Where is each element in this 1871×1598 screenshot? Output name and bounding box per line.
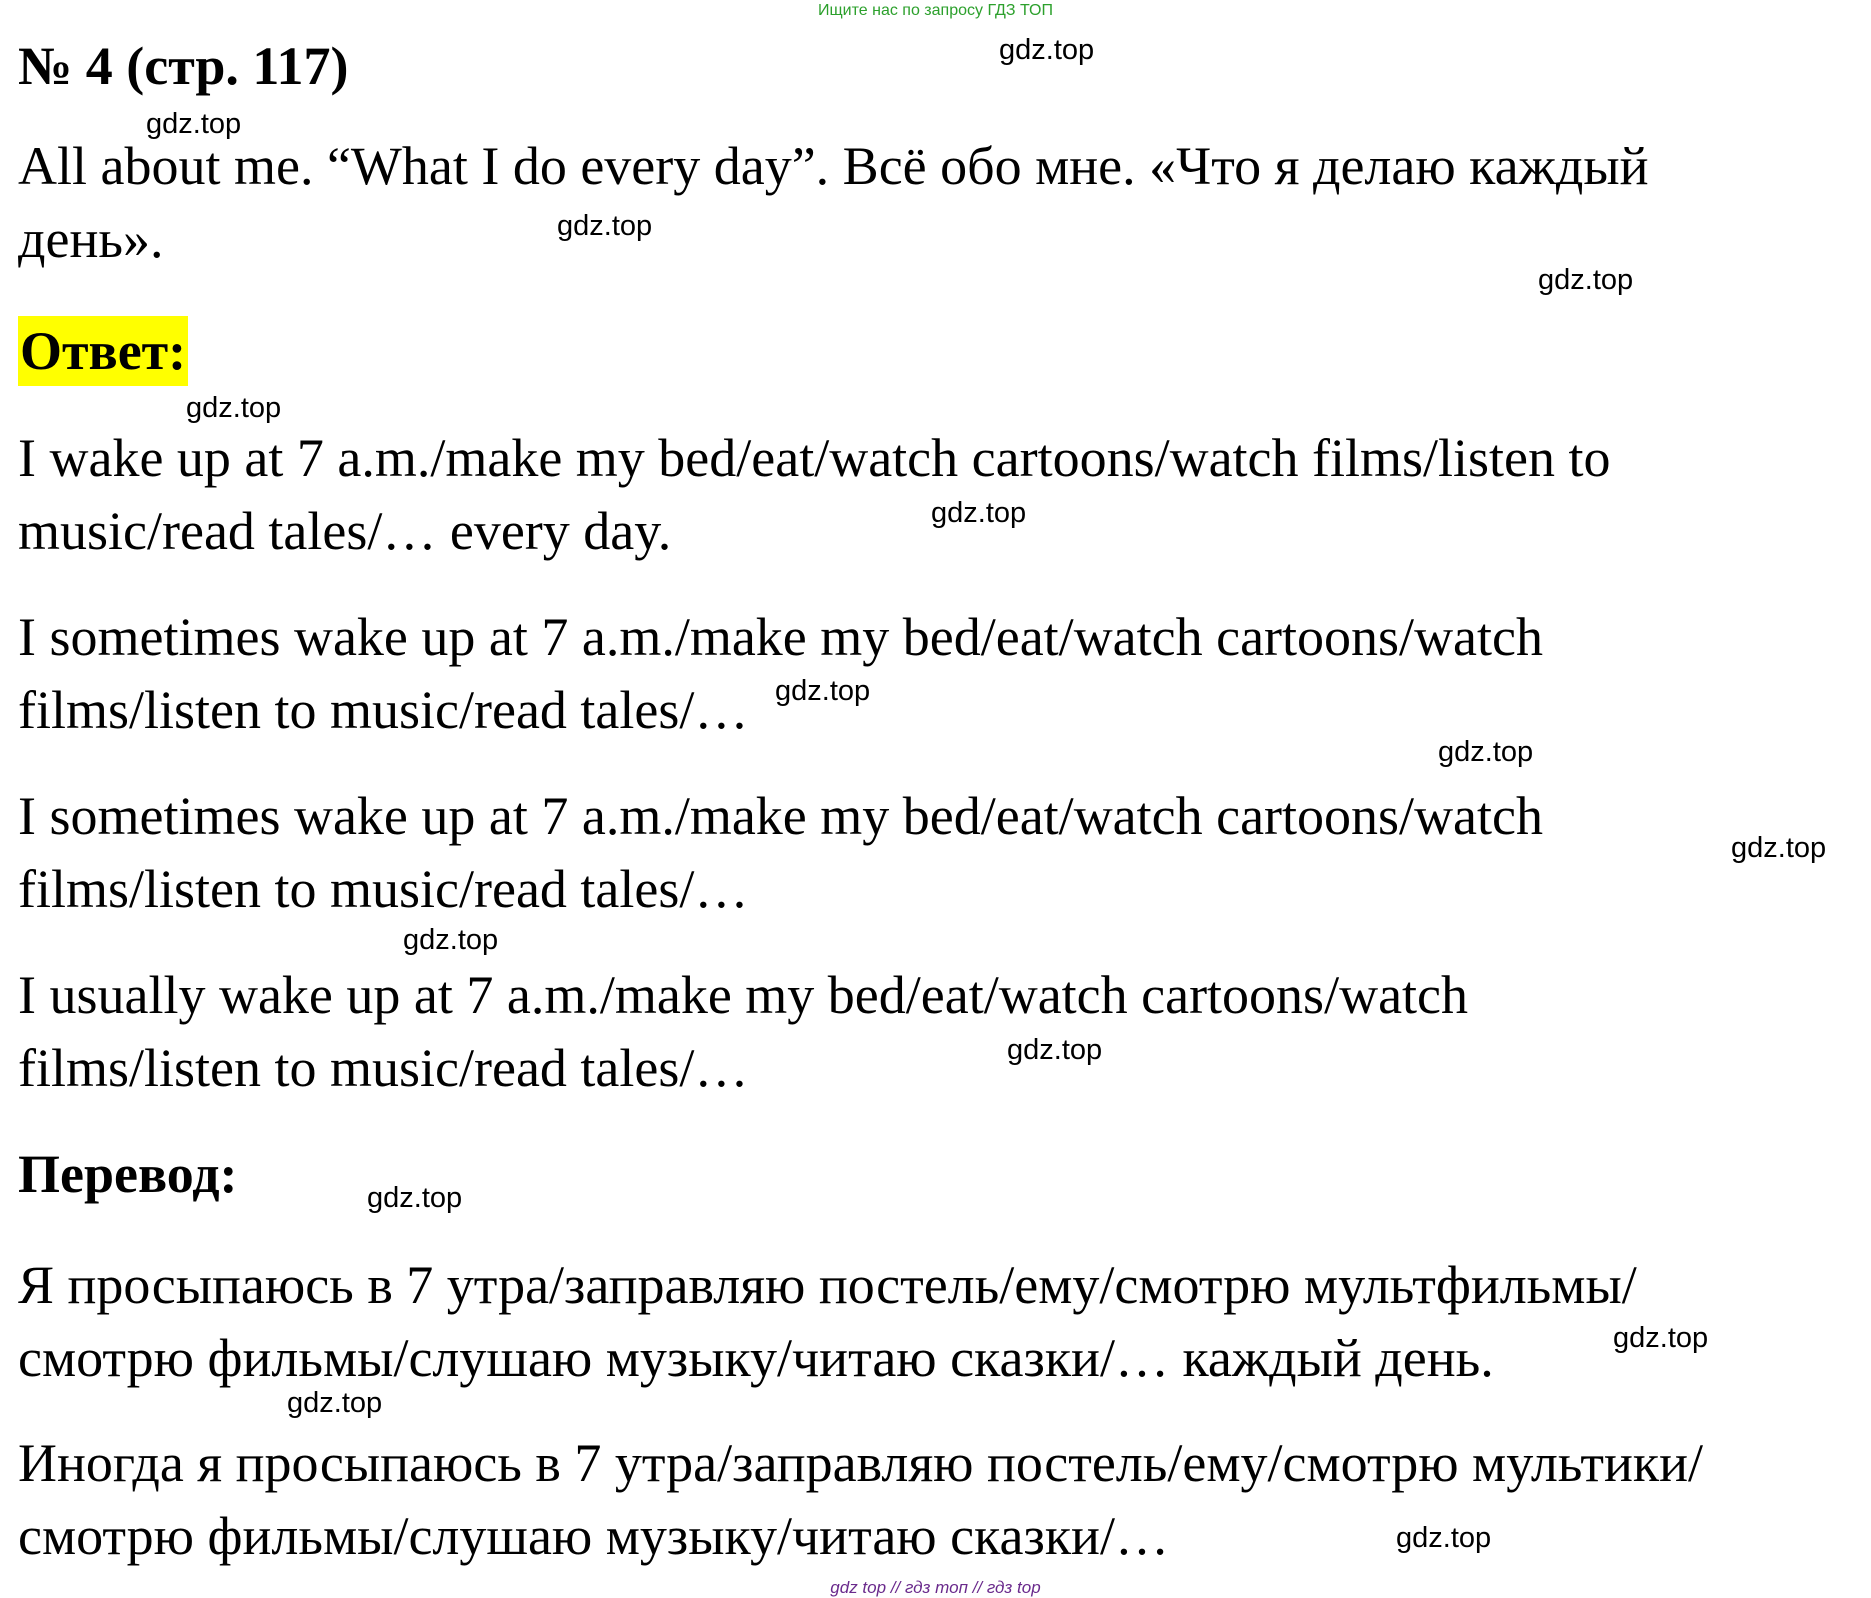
translation-line: смотрю фильмы/слушаю музыку/читаю сказки/… [18,1506,1169,1566]
answer-label: Ответ: [18,316,188,386]
watermark: gdz.top [931,497,1027,529]
translation-label: Перевод: [18,1144,238,1204]
watermark: gdz.top [287,1387,383,1419]
page-title: № 4 (стр. 117) [18,36,349,96]
watermark: gdz.top [1007,1034,1103,1066]
task-line-2: день». [18,209,164,269]
answer-line: I wake up at 7 a.m./make my bed/eat/watch cartoons/watch films/listen to [18,428,1611,488]
task-text [18,130,1649,276]
translation-line: Иногда я просыпаюсь в 7 утра/заправляю постель/ему/смотрю мультики/ [18,1433,1703,1493]
answer-item-2 [18,601,1543,747]
watermark: gdz.top [403,924,499,956]
answer-item-4 [18,959,1468,1105]
answer-item-1 [18,422,1611,568]
watermark: gdz.top [557,210,653,242]
task-line-1: All about me. “What I do every day”. Всё обо мне. «Что я делаю каждый [18,136,1649,196]
watermark: gdz.top [1613,1322,1709,1354]
answer-line: films/listen to music/read tales/… [18,1038,749,1098]
answer-line: I sometimes wake up at 7 a.m./make my bed/eat/watch cartoons/watch [18,607,1543,667]
watermark: gdz.top [1396,1522,1492,1554]
answer-line: I usually wake up at 7 a.m./make my bed/eat/watch cartoons/watch [18,965,1469,1025]
watermark: gdz.top [186,392,282,424]
watermark: gdz.top [367,1182,463,1214]
answer-line: music/read tales/… every day. [18,501,672,561]
translation-line: смотрю фильмы/слушаю музыку/читаю сказки/… каждый день. [18,1328,1494,1388]
bottom-banner: gdz top // гдз топ // гдз top [830,1578,1041,1597]
translation-item-1 [18,1249,1637,1395]
watermark: gdz.top [999,34,1095,66]
watermark: gdz.top [775,675,871,707]
answer-line: films/listen to music/read tales/… [18,859,749,919]
watermark: gdz.top [1731,832,1827,864]
watermark: gdz.top [1538,264,1634,296]
answer-line: films/listen to music/read tales/… [18,680,749,740]
watermark: gdz.top [1438,736,1534,768]
translation-line: Я просыпаюсь в 7 утра/заправляю постель/ему/смотрю мультфильмы/ [18,1255,1637,1315]
answer-item-3 [18,780,1543,926]
top-banner: Ищите нас по запросу ГДЗ ТОП [818,2,1053,19]
watermark: gdz.top [146,108,242,140]
answer-line: I sometimes wake up at 7 a.m./make my bed/eat/watch cartoons/watch [18,786,1543,846]
